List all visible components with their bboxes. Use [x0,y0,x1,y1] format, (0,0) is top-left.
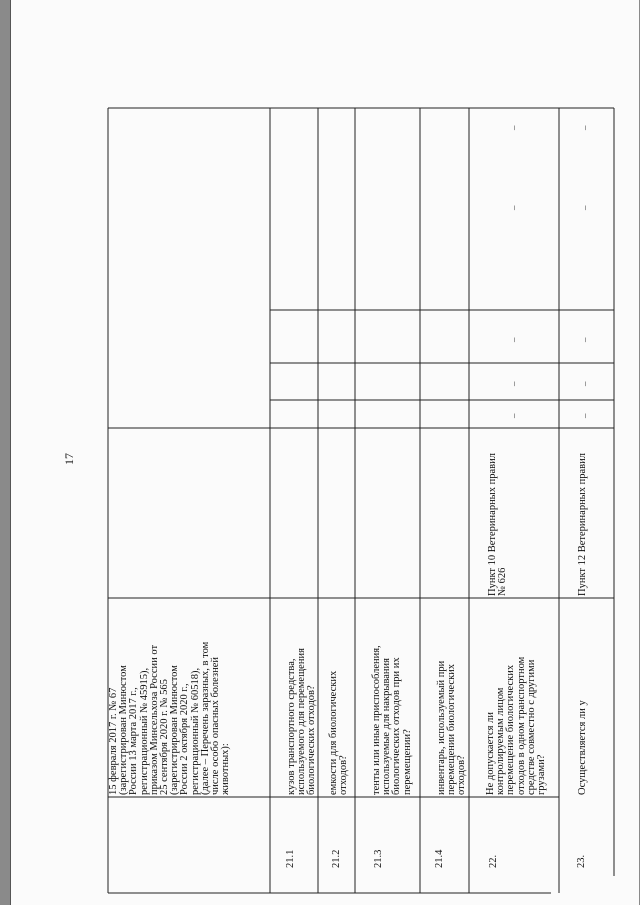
text-line: инвентарь, используемый при [436,660,447,795]
row-number-22: 22. [488,854,499,868]
row-number-21-3: 21.3 [373,849,384,868]
empty-cell-dash: – [509,413,519,418]
continuation-text [109,600,231,795]
text-line: перемещении? [401,729,413,795]
row-number-21-2: 21.2 [331,849,342,868]
empty-cell-dash: – [509,205,519,210]
empty-cell-dash: – [509,125,519,130]
legal-reference-23 [578,431,588,596]
text-line: регистрационный № 45915), [138,667,150,795]
text-line: Осуществляется ли у [577,700,588,795]
text-line: Не допускается ли [485,712,496,795]
text-line: используемые для накрывания [381,658,393,795]
text-line: России 2 октября 2020 г., [179,683,191,795]
text-line: России 13 марта 2017 г., [128,687,140,795]
row-text-21-3 [372,600,413,795]
empty-cell-dash: – [580,125,590,130]
text-line: емкости для биологических [328,670,339,795]
empty-cell-dash: – [580,381,590,386]
empty-cell-dash: – [509,381,519,386]
row-text-21-4 [437,600,468,795]
text-line: перемещение биологических [505,664,517,795]
text-line: биологических отходов? [306,685,318,795]
row-number-21-1: 21.1 [285,849,296,868]
empty-cell-dash: – [580,205,590,210]
legal-reference-22 [488,431,508,596]
text-line: регистрационный № 60518), [189,667,201,795]
text-line: биологических отходов при их [391,657,403,795]
text-line: контролируемым лицом [495,687,507,795]
row-number-23: 23. [576,854,587,868]
empty-cell-dash: – [580,337,590,342]
row-number-21-4: 21.4 [434,849,445,868]
text-line: (далее – Перечень заразных, в том [199,641,211,795]
row-text-22 [486,600,547,795]
text-line: отходов в одном транспортном [515,656,527,795]
text-line: (зарегистрирован Минюстом [118,665,130,795]
empty-cell-dash: – [509,337,519,342]
text-line: Пункт 12 Ветеринарных правил [577,453,588,596]
text-line: Пункт 10 Ветеринарных правил [487,453,498,596]
document-page [10,0,639,905]
text-line: кузов транспортного средства, [286,658,297,795]
row-text-21-1 [287,600,318,795]
text-line: числе особо опасных болезней [210,657,222,795]
text-line: отходов? [456,755,468,795]
text-line: используемого для перемещения [296,648,308,795]
empty-cell-dash: – [580,413,590,418]
text-line: животных): [220,743,232,795]
text-line: (зарегистрирован Минюстом [169,665,181,795]
text-line: перемещении биологических [446,663,458,795]
text-line: 15 февраля 2017 г. № 67 [108,687,119,795]
text-line: № 626 [497,567,509,596]
row-text-21-2 [329,600,349,795]
text-line: тенты или иные приспособления, [371,645,382,795]
text-line: грузами? [536,754,548,795]
text-line: приказом Минсельхоза России от [148,644,160,795]
text-line: 25 сентября 2020 г. № 565 [159,679,171,795]
text-line: отходов? [338,755,350,795]
row-text-23 [578,600,588,795]
text-line: средстве совместно с другими [525,659,537,795]
page-number: 17 [62,453,76,465]
